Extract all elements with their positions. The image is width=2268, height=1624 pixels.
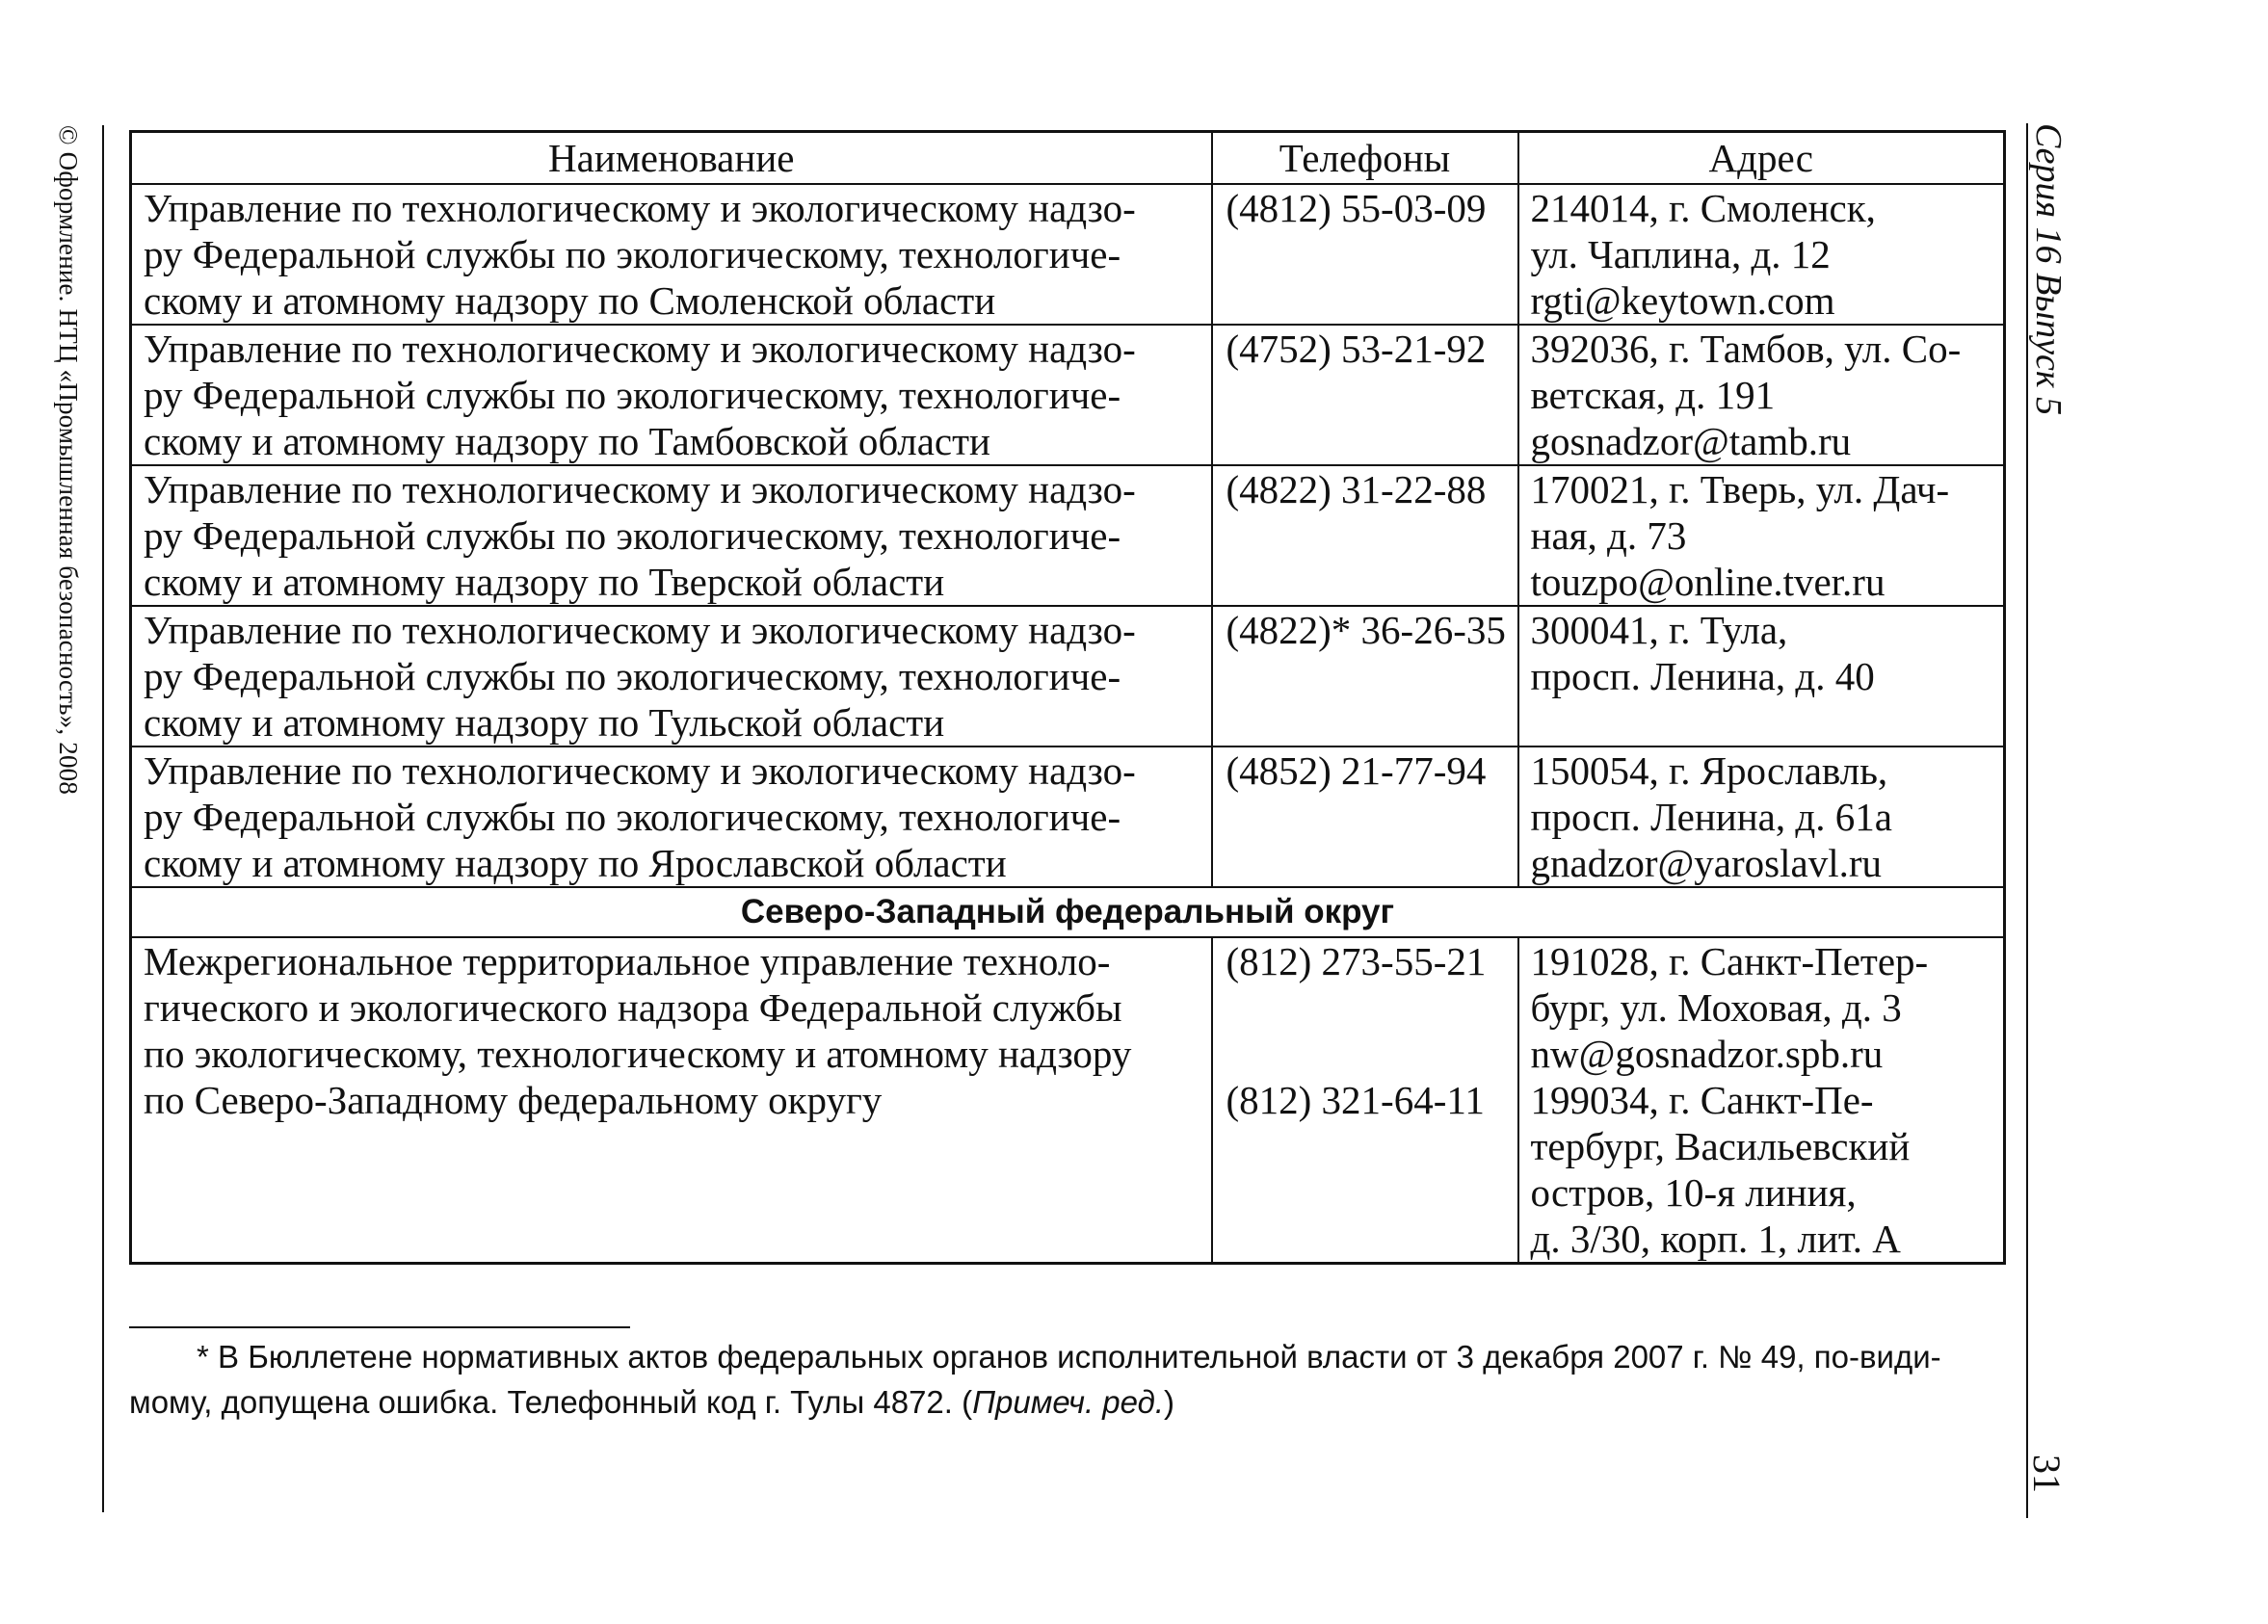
- table-row: [131, 325, 2005, 465]
- agency-name-line: ру Федеральной службы по экологическому, технологиче-: [144, 795, 1121, 839]
- address-line: д. 3/30, корп. 1, лит. А: [1530, 1217, 1901, 1261]
- footnote-line: * В Бюллетене нормативных актов федеральных органов исполнительной власти от 3 декабря 2007 г. № 49, по-види-: [197, 1339, 1941, 1375]
- agency-name-line: скому и атомному надзору по Ярославской области: [144, 841, 1007, 885]
- table-row: [131, 184, 2005, 325]
- agency-name-line: Управление по технологическому и экологическому надзо-: [144, 608, 1136, 652]
- footnote-line: [129, 1379, 2003, 1425]
- footnote-text: мому, допущена ошибка. Телефонный код г. Тулы 4872. (: [129, 1384, 973, 1420]
- agency-name-line: скому и атомному надзору по Тамбовской области: [144, 419, 990, 463]
- phone-cell: (4812) 55-03-09: [1212, 184, 1518, 325]
- address-line: остров, 10-я линия,: [1530, 1170, 1857, 1215]
- footnote: [129, 1334, 2003, 1425]
- agency-name-line: скому и атомному надзору по Смоленской области: [144, 278, 996, 323]
- footnote-text: ): [1164, 1384, 1175, 1420]
- email-line: nw@gosnadzor.spb.ru: [1530, 1032, 1884, 1076]
- table-header-row: [131, 132, 2005, 185]
- phone-cell: (4752) 53-21-92: [1212, 325, 1518, 465]
- phone-cell: (4852) 21-77-94: [1212, 747, 1518, 887]
- table-row: [131, 937, 2005, 1264]
- editor-note: Примеч. ред.: [972, 1384, 1165, 1420]
- address-line: 214014, г. Смоленск,: [1530, 186, 1876, 230]
- address-line: ная, д. 73: [1530, 513, 1687, 558]
- address-line: 199034, г. Санкт-Пе-: [1530, 1078, 1874, 1122]
- phone-cell: (4822)* 36-26-35: [1212, 606, 1518, 747]
- agency-name-line: Управление по технологическому и экологическому надзо-: [144, 467, 1136, 511]
- agency-name-cell: [131, 606, 1212, 747]
- agency-name-line: Управление по технологическому и экологическому надзо-: [144, 327, 1136, 371]
- phone-cell: (4822) 31-22-88: [1212, 465, 1518, 606]
- address-line: просп. Ленина, д. 61а: [1530, 795, 1892, 839]
- agency-name-line: Управление по технологическому и экологическому надзо-: [144, 186, 1136, 230]
- region-heading: Северо-Западный федеральный округ: [131, 887, 2005, 937]
- agency-name-line: по экологическому, технологическому и атомному надзору: [144, 1032, 1132, 1076]
- agency-name-line: ру Федеральной службы по экологическому, технологиче-: [144, 232, 1121, 276]
- address-cell: [1518, 937, 2005, 1264]
- address-line: 170021, г. Тверь, ул. Дач-: [1530, 467, 1950, 511]
- agency-name-line: ру Федеральной службы по экологическому, технологиче-: [144, 373, 1121, 417]
- agency-name-line: гического и экологического надзора Федеральной службы: [144, 985, 1122, 1030]
- agency-name-line: Управление по технологическому и экологическому надзо-: [144, 748, 1136, 793]
- region-heading-row: [131, 887, 2005, 937]
- address-cell: [1518, 325, 2005, 465]
- agency-name-line: ру Федеральной службы по экологическому, технологиче-: [144, 654, 1121, 698]
- footnote-separator: [129, 1326, 630, 1328]
- agency-name-cell: [131, 937, 1212, 1264]
- agency-name-cell: [131, 184, 1212, 325]
- address-line: 191028, г. Санкт-Петер-: [1530, 939, 1929, 983]
- agency-name-line: скому и атомному надзору по Тульской области: [144, 700, 945, 745]
- address-line: просп. Ленина, д. 40: [1530, 654, 1875, 698]
- address-line: ул. Чаплина, д. 12: [1530, 232, 1831, 276]
- email-line: gosnadzor@tamb.ru: [1530, 419, 1852, 463]
- address-cell: [1518, 606, 2005, 747]
- email-line: gnadzor@yaroslavl.ru: [1530, 841, 1882, 885]
- phone-spacer: [1226, 984, 1508, 1077]
- contacts-table: [129, 130, 2006, 1265]
- header-phones: Телефоны: [1212, 132, 1518, 185]
- address-cell: [1518, 747, 2005, 887]
- table-row: [131, 747, 2005, 887]
- agency-name-cell: [131, 465, 1212, 606]
- address-line: 392036, г. Тамбов, ул. Со-: [1530, 327, 1962, 371]
- agency-name-line: Межрегиональное территориальное управление техноло-: [144, 939, 1111, 983]
- address-cell: [1518, 465, 2005, 606]
- address-line: 300041, г. Тула,: [1530, 608, 1788, 652]
- series-label: Серия 16 Выпуск 5: [2028, 123, 2069, 416]
- address-line: ветская, д. 191: [1530, 373, 1776, 417]
- agency-name-line: ру Федеральной службы по экологическому, технологиче-: [144, 513, 1121, 558]
- phone-line: (812) 273-55-21: [1226, 939, 1487, 983]
- address-line: тербург, Васильевский: [1530, 1124, 1911, 1168]
- address-cell: [1518, 184, 2005, 325]
- page-number: 31: [2025, 1454, 2069, 1493]
- copyright-notice: © Оформление. НТЦ «Промышленная безопасность», 2008: [54, 125, 83, 796]
- phone-line: (812) 321-64-11: [1226, 1078, 1485, 1122]
- email-line: rgti@keytown.com: [1530, 278, 1835, 323]
- header-address: Адрес: [1518, 132, 2005, 185]
- table-row: [131, 465, 2005, 606]
- agency-name-cell: [131, 747, 1212, 887]
- header-name: Наименование: [131, 132, 1212, 185]
- email-line: touzpo@online.tver.ru: [1530, 560, 1886, 604]
- table-row: [131, 606, 2005, 747]
- agency-name-line: по Северо-Западному федеральному округу: [144, 1078, 883, 1122]
- address-line: бург, ул. Моховая, д. 3: [1530, 985, 1902, 1030]
- agency-name-cell: [131, 325, 1212, 465]
- address-line: 150054, г. Ярославль,: [1530, 748, 1888, 793]
- phone-cell: [1212, 937, 1518, 1264]
- agency-name-line: скому и атомному надзору по Тверской области: [144, 560, 945, 604]
- left-margin-rule: [102, 125, 104, 1512]
